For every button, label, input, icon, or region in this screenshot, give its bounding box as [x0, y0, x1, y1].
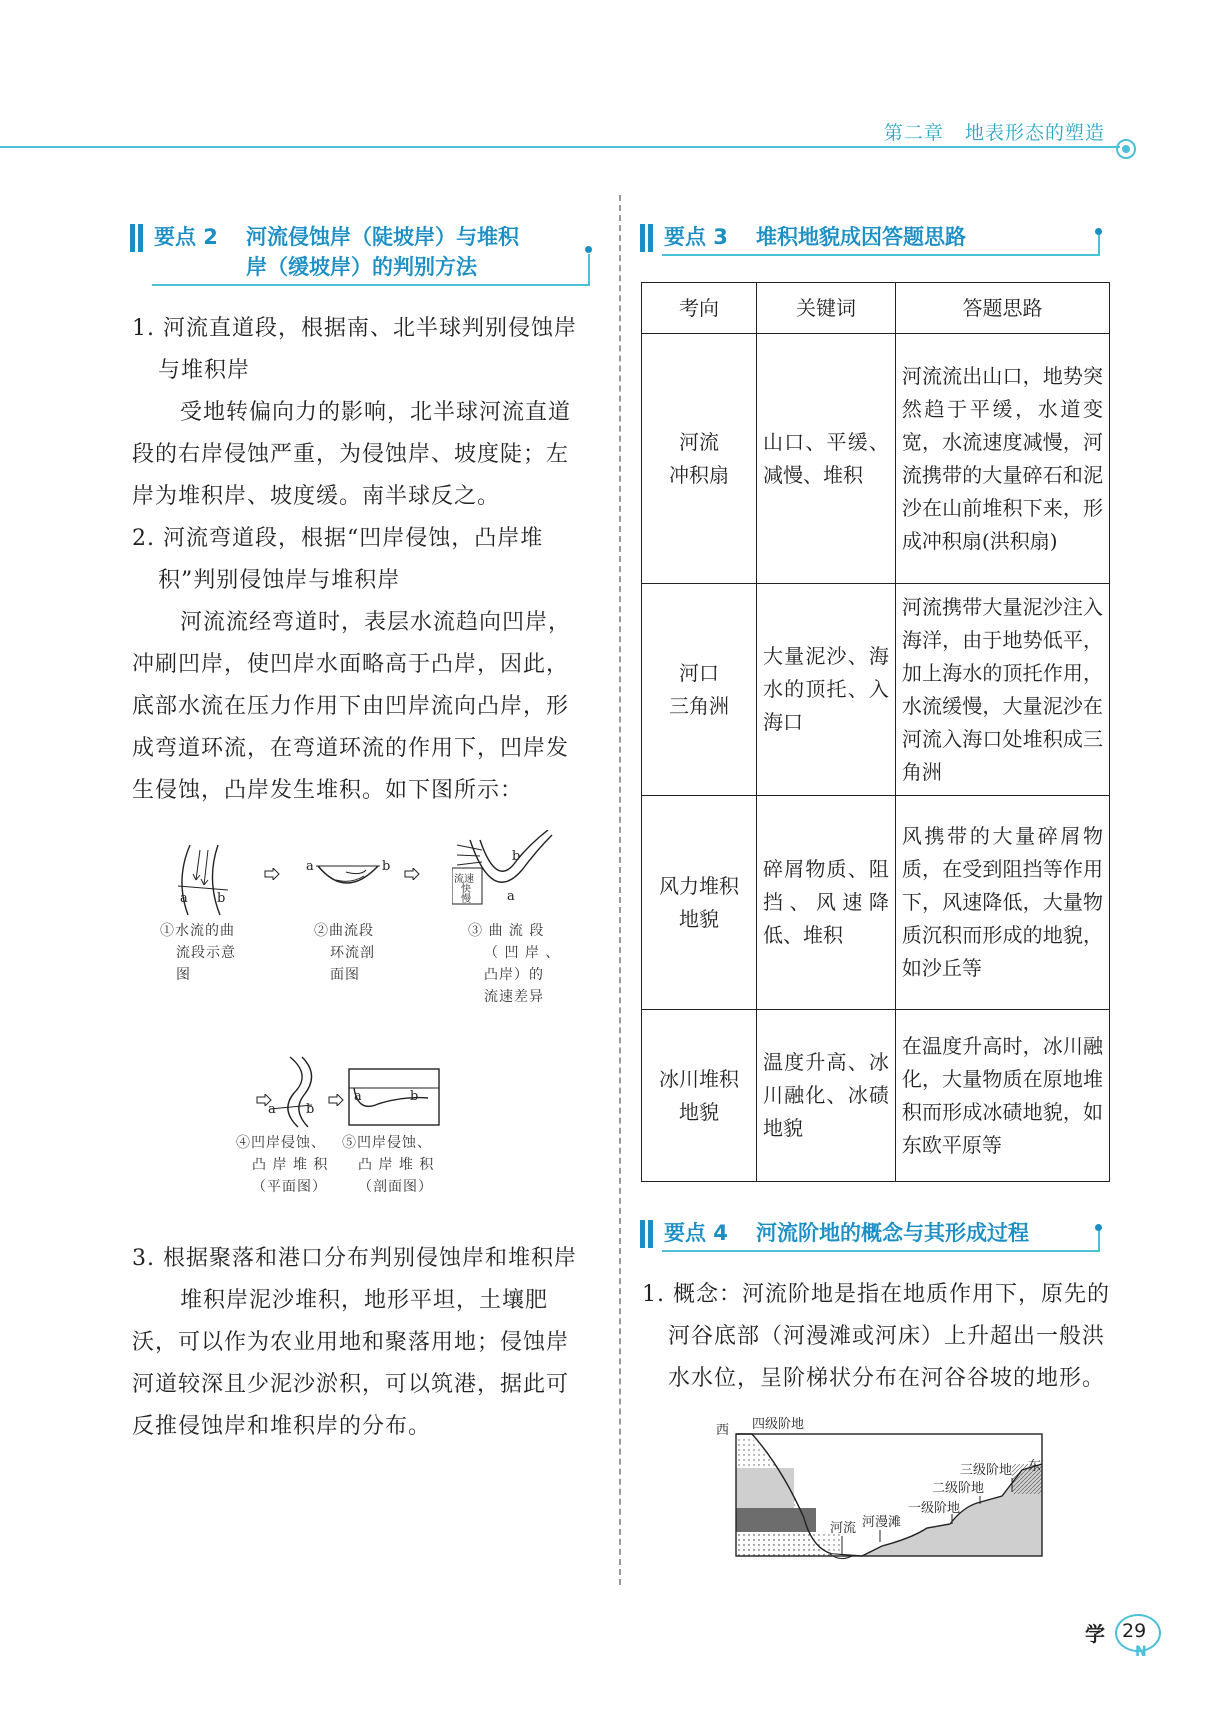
river-terrace-diagram	[712, 1408, 1048, 1568]
p2-body-4: 成弯道环流，在弯道环流的作用下，凹岸发	[132, 736, 570, 761]
caption-line: ⑤凹岸侵蚀、	[342, 1135, 432, 1151]
table-row	[642, 334, 1110, 584]
keypoint-2-title-line2: 岸（缓坡岸）的判别方法	[246, 255, 477, 279]
topic-cell	[642, 1010, 757, 1182]
caption-line: 凸岸）的	[484, 967, 544, 983]
svg-text:b: b	[306, 1102, 315, 1117]
heading-underline-tick	[1098, 1230, 1100, 1252]
svg-text:a: a	[354, 1089, 362, 1104]
deposition-landform-table	[641, 282, 1110, 1182]
svg-text:b: b	[512, 849, 521, 864]
header-circle-ornament	[1116, 139, 1136, 159]
keypoint-2-tag: 要点 2	[154, 225, 218, 249]
xue-label: 学	[1085, 1622, 1105, 1646]
caption-line: ②曲流段	[314, 923, 374, 939]
p1-heading-cont: 与堆积岸	[158, 358, 251, 383]
p3-body-4: 反推侵蚀岸和堆积岸的分布。	[132, 1414, 432, 1439]
heading-underline	[662, 254, 1098, 256]
header-cell: 考向	[642, 283, 757, 334]
p2-body-1: 河流流经弯道时，表层水流趋向凹岸，	[180, 610, 572, 635]
keypoint-2-heading	[130, 222, 600, 284]
svg-text:三级阶地: 三级阶地	[960, 1463, 1013, 1478]
topic-line: 河流	[679, 429, 719, 454]
topic-line: 冲积扇	[669, 462, 729, 487]
topic-cell	[642, 334, 757, 584]
keyword-cell: 温度升高、冰川融化、冰碛地貌	[757, 1010, 896, 1182]
svg-text:河漫滩: 河漫滩	[862, 1515, 902, 1530]
caption-line: 面图	[330, 967, 360, 983]
figure-2-cross-section	[306, 850, 396, 910]
keypoint-4-heading	[640, 1218, 1110, 1252]
keypoint-4-tag: 要点 4	[664, 1221, 728, 1245]
topic-line: 风力堆积	[659, 873, 739, 898]
p2-body-5: 生侵蚀，凸岸发生堆积。如下图所示：	[132, 778, 524, 803]
table-row	[642, 796, 1110, 1010]
keypoint-3-tag: 要点 3	[664, 225, 728, 249]
answer-cell: 河流携带大量泥沙注入海洋，由于地势低平，加上海水的顶托作用，水流缓慢，大量泥沙在河流入海口处堆积成三角洲	[895, 584, 1109, 796]
svg-text:b: b	[217, 891, 226, 906]
figure-1-meander-sketch	[170, 840, 250, 920]
caption-line: 凸 岸 堆 积	[252, 1157, 329, 1173]
heading-dot	[1095, 1224, 1102, 1231]
chapter-title: 地表形态的塑造	[964, 122, 1105, 144]
table-row	[642, 1010, 1110, 1182]
caption-figure-5	[342, 1132, 452, 1198]
concept-line-1: 1. 概念：河流阶地是指在地质作用下，原先的	[642, 1282, 1110, 1307]
svg-text:河流: 河流	[830, 1521, 857, 1536]
heading-underline	[662, 1250, 1098, 1252]
concept-line-2: 河谷底部（河漫滩或河床）上升超出一般洪	[668, 1324, 1106, 1349]
keypoint-3-title: 堆积地貌成因答题思路	[756, 225, 966, 249]
svg-text:a: a	[180, 891, 188, 906]
svg-text:四级阶地: 四级阶地	[752, 1417, 805, 1432]
topic-line: 冰川堆积	[659, 1066, 739, 1091]
keypoint-4-title: 河流阶地的概念与其形成过程	[756, 1221, 1029, 1245]
heading-bars-icon	[640, 224, 656, 252]
caption-figure-1	[160, 920, 260, 986]
answer-cell: 风携带的大量碎屑物质，在受到阻挡等作用下，风速降低，大量物质沉积而形成的地貌，如沙丘等	[895, 796, 1109, 1010]
p1-body-2: 段的右岸侵蚀严重，为侵蚀岸、坡度陡；左	[132, 442, 570, 467]
topic-line: 地貌	[679, 1099, 719, 1124]
caption-figure-3	[468, 920, 568, 1008]
p1-heading: 1. 河流直道段，根据南、北半球判别侵蚀岸	[132, 316, 577, 341]
p3-body-3: 河道较深且少泥沙淤积，可以筑港，据此可	[132, 1372, 570, 1397]
topic-cell	[642, 584, 757, 796]
caption-figure-2	[314, 920, 404, 986]
keyword-cell: 碎屑物质、阻挡、风速降低、堆积	[757, 796, 896, 1010]
topic-line: 地貌	[679, 906, 719, 931]
answer-cell: 河流流出山口，地势突然趋于平缓，水道变宽，水流速度减慢，河流携带的大量碎石和泥沙在山前堆积下来，形成冲积扇(洪积扇)	[895, 334, 1109, 584]
p3-body-2: 沃，可以作为农业用地和聚落用地；侵蚀岸	[132, 1330, 570, 1355]
heading-dot	[1095, 228, 1102, 235]
table-row	[642, 584, 1110, 796]
p1-body-1: 受地转偏向力的影响，北半球河流直道	[180, 400, 572, 425]
p1-body-3: 岸为堆积岸、坡度缓。南半球反之。	[132, 484, 501, 509]
keyword-cell: 大量泥沙、海水的顶托、入海口	[757, 584, 896, 796]
caption-line: （剖面图）	[358, 1179, 433, 1195]
svg-text:b: b	[410, 1089, 419, 1104]
concept-line-3: 水水位，呈阶梯状分布在河谷谷坡的地形。	[668, 1366, 1106, 1391]
figure-4-plan-view	[268, 1055, 318, 1130]
caption-line: 图	[176, 967, 191, 983]
keypoint-3-heading	[640, 222, 1110, 256]
right-concept-paragraph	[642, 1274, 1112, 1400]
svg-text:a: a	[507, 889, 515, 904]
svg-text:慢: 慢	[461, 894, 471, 905]
caption-line: 凸 岸 堆 积	[358, 1157, 435, 1173]
svg-text:快: 快	[461, 884, 471, 895]
svg-text:东: 东	[1028, 1459, 1042, 1474]
topic-cell	[642, 796, 757, 1010]
figure-3-velocity-difference	[452, 830, 562, 910]
header-cell: 关键词	[757, 283, 896, 334]
p2-body-2: 冲刷凹岸，使凹岸水面略高于凸岸，因此，	[132, 652, 570, 677]
caption-line: ③ 曲 流 段	[468, 923, 545, 939]
svg-text:a: a	[268, 1102, 276, 1117]
header-rule	[0, 146, 1120, 148]
svg-text:二级阶地: 二级阶地	[932, 1481, 985, 1496]
heading-bars-icon	[130, 224, 146, 252]
topic-line: 河口	[679, 660, 719, 685]
page-number: 29	[1122, 1620, 1147, 1642]
topic-line: 三角洲	[669, 693, 729, 718]
svg-text:a: a	[306, 859, 314, 874]
caption-line: ④凹岸侵蚀、	[236, 1135, 326, 1151]
arrow-icon-1	[264, 868, 280, 880]
left-section-3	[132, 1238, 602, 1448]
chapter-number: 第二章	[883, 122, 944, 144]
caption-line: 流段示意	[176, 945, 236, 961]
p2-heading: 2. 河流弯道段，根据“凹岸侵蚀，凸岸堆	[132, 526, 544, 551]
p2-body-3: 底部水流在压力作用下由凹岸流向凸岸，形	[132, 694, 570, 719]
keyword-cell: 山口、平缓、减慢、堆积	[757, 334, 896, 584]
arrow-icon-4	[328, 1094, 344, 1106]
caption-line: 流速差异	[484, 989, 544, 1005]
figure-5-profile-view	[348, 1068, 440, 1126]
svg-text:b: b	[382, 859, 391, 874]
heading-bars-icon	[640, 1220, 656, 1248]
arrow-icon-2	[404, 868, 420, 880]
caption-line: 环流剖	[330, 945, 375, 961]
caption-line: （平面图）	[252, 1179, 327, 1195]
caption-line: ①水流的曲	[160, 923, 235, 939]
svg-text:西: 西	[716, 1423, 730, 1438]
table-header-row	[642, 283, 1110, 334]
logo-n: N	[1135, 1644, 1147, 1660]
heading-underline-tick	[588, 254, 590, 286]
chapter-header	[884, 118, 1105, 145]
column-divider	[619, 195, 621, 1585]
header-cell: 答题思路	[895, 283, 1109, 334]
caption-figure-4	[236, 1132, 346, 1198]
left-section-1	[132, 308, 602, 812]
keypoint-2-title-line1: 河流侵蚀岸（陡坡岸）与堆积	[246, 225, 519, 249]
heading-dot	[585, 246, 592, 253]
heading-underline	[152, 284, 588, 286]
heading-underline-tick	[1098, 234, 1100, 256]
p3-body-1: 堆积岸泥沙堆积，地形平坦，土壤肥	[180, 1288, 549, 1313]
p3-heading: 3. 根据聚落和港口分布判别侵蚀岸和堆积岸	[132, 1246, 577, 1271]
caption-line: （ 凹 岸 、	[484, 945, 561, 961]
svg-text:流速: 流速	[454, 874, 474, 885]
p2-heading-cont: 积”判别侵蚀岸与堆积岸	[158, 568, 401, 593]
answer-cell: 在温度升高时，冰川融化，大量物质在原地堆积而形成冰碛地貌，如东欧平原等	[895, 1010, 1109, 1182]
svg-text:一级阶地: 一级阶地	[908, 1501, 961, 1516]
